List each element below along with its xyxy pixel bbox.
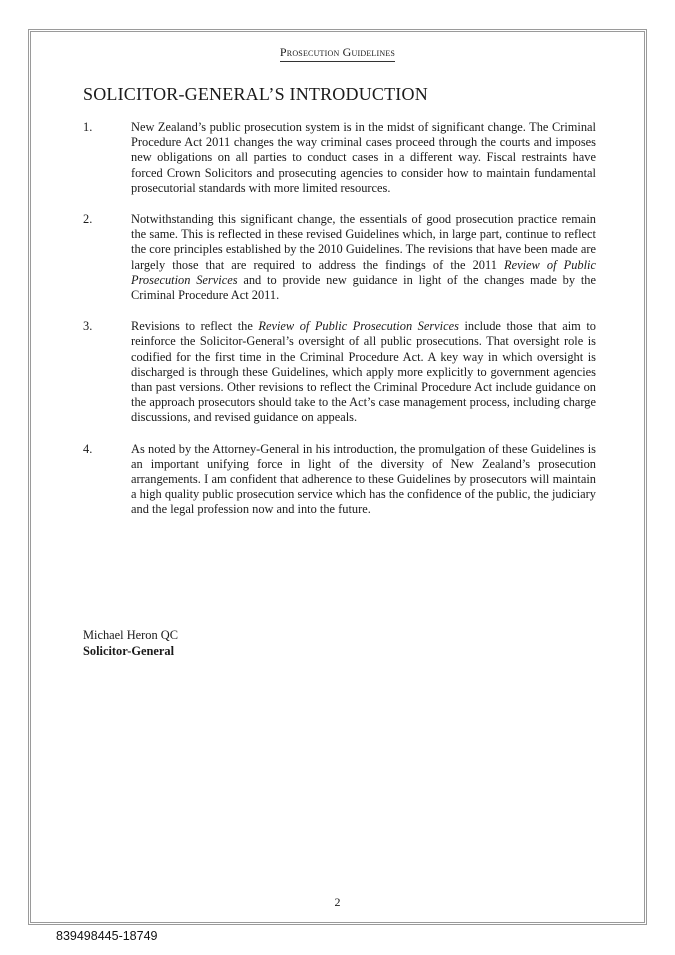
paragraph-4	[83, 442, 596, 518]
paragraph-text-after: include those that aim to reinforce the Solicitor-General’s oversight of all public prosecutions. That oversight role is codified for the first time in the Criminal Procedure Act. A key way in which oversight is discharged is through these Guidelines, which apply more explicitly to government agencies than past versions. Other revisions to reflect the Criminal Procedure Act include guidance on the approach prosecutors should take to the Act’s case management process, including charge discussions, and revised guidance on appeals.	[131, 319, 596, 425]
paragraph-text	[131, 212, 596, 303]
paragraph-number: 4.	[83, 441, 93, 456]
paragraph-text: As noted by the Attorney-General in his introduction, the promulgation of these Guidelines is an important unifying force in light of the diversity of New Zealand’s prosecution arrangements. I am confident that adherence to these Guidelines by prosecutors will maintain a high quality public prosecution service which has the confidence of the public, the judiciary and the legal profession now and into the future.	[131, 441, 596, 517]
signatory-role: Solicitor-General	[83, 643, 175, 658]
signoff	[83, 628, 178, 659]
page-number: 2	[334, 895, 341, 909]
paragraph-number: 3.	[83, 319, 93, 334]
paragraph-text-before: Notwithstanding this significant change, the essentials of good prosecution practice remain the same. This is reflected in these revised Guidelines which, in large part, continue to reflect the core principles established by the 2010 Guidelines. The revisions that have been made are largely those that are required to address the findings of the 2011	[131, 212, 596, 272]
paragraph-3	[83, 319, 596, 425]
paragraph-1	[83, 120, 596, 196]
paragraph-text-before: Revisions to reflect the	[131, 319, 259, 334]
paragraph-2	[83, 212, 596, 303]
paragraph-text: New Zealand’s public prosecution system is in the midst of significant change. The Criminal Procedure Act 2011 changes the way criminal cases proceed through the courts and imposes new obligations on all parties to conduct cases in a different way. Fiscal restraints have forced Crown Solicitors and prosecuting agencies to consider how to maintain fundamental prosecutorial standards with more limited resources.	[131, 120, 596, 195]
running-header-title: Prosecution Guidelines	[280, 45, 395, 62]
document-id: 839498445-18749	[56, 929, 158, 943]
paragraph-list	[83, 120, 596, 534]
paragraph-number: 2.	[83, 212, 93, 227]
review-title-italic: Review of Public Prosecution Services	[258, 319, 459, 334]
running-header	[31, 45, 644, 62]
page-frame	[28, 29, 647, 925]
paragraph-text-after: and to provide new guidance in light of the changes made by the Criminal Procedure Act 2011.	[131, 272, 596, 303]
paragraph-text	[131, 319, 596, 425]
paragraph-number: 1.	[83, 120, 93, 134]
signatory-name: Michael Heron QC	[83, 628, 178, 642]
review-title-italic: Review of Public Prosecution Services	[131, 257, 596, 287]
page-title: SOLICITOR-GENERAL’S INTRODUCTION	[83, 84, 428, 104]
